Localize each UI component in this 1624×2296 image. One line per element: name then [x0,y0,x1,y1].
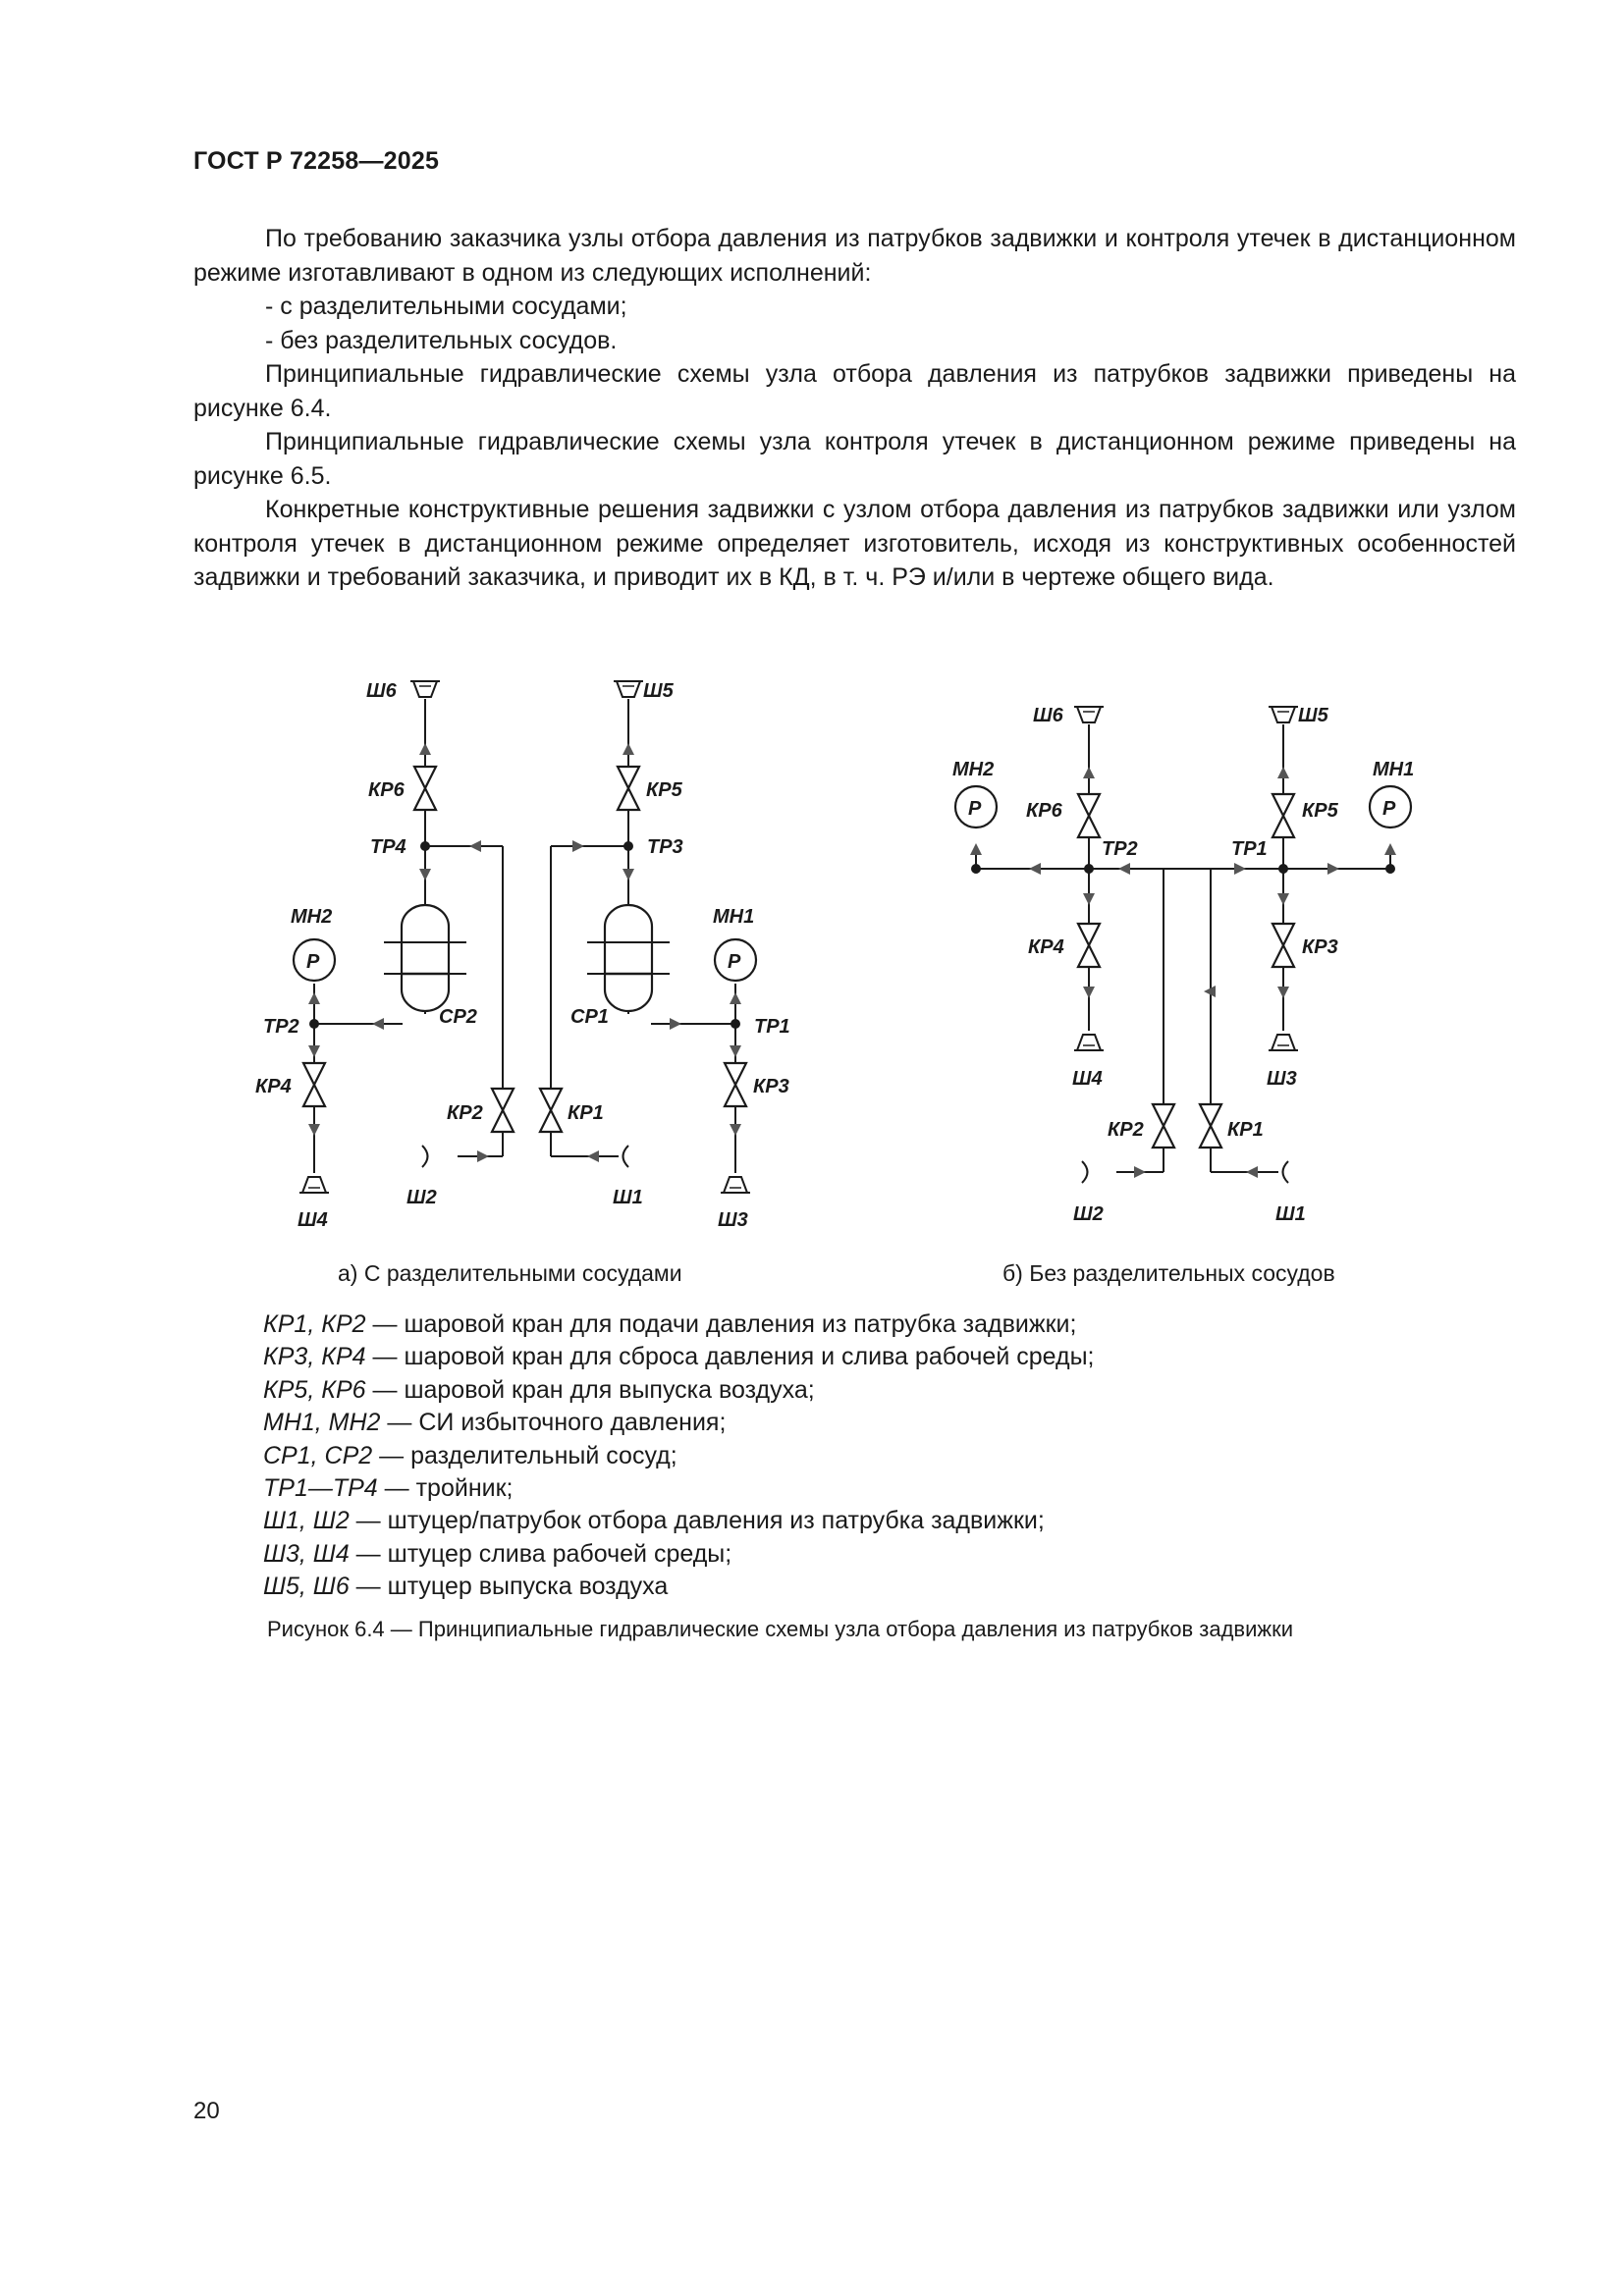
label-kr3-a: КР3 [753,1076,789,1097]
gauge-p-a2: P [306,951,320,973]
paragraph-1: По требованию заказчика узлы отбора давления из патрубков задвижки и контроля утечек в дистанционном режиме изготавливают в одном из следующих исполнений: [193,225,1516,287]
legend-item: КР1, КР2 — шаровой кран для подачи давления из патрубка задвижки; [263,1310,1077,1338]
label-kr5-b: КР5 [1302,800,1338,822]
legend-item: СР1, СР2 — разделительный сосуд; [263,1441,677,1469]
gauge-p-b1: P [1382,798,1396,820]
label-kr4-b: КР4 [1028,936,1064,958]
gauge-p-b2: P [968,798,982,820]
paragraph-2: Принципиальные гидравлические схемы узла отбора давления из патрубков задвижки приведены на рисунке 6.4. [193,360,1516,422]
figure-caption: Рисунок 6.4 — Принципиальные гидравлические схемы узла отбора давления из патрубков задвижки [267,1617,1294,1641]
diagram-b-labels [952,705,1414,1225]
legend-item: МН1, МН2 — СИ избыточного давления; [263,1409,727,1437]
label-kr6-a: КР6 [368,779,405,801]
label-kr2-a: КР2 [447,1102,483,1124]
label-sh3-a: Ш3 [718,1209,748,1231]
label-mn1-a: МН1 [713,906,755,928]
label-sh5-a: Ш5 [643,680,674,702]
label-tr1-b: ТР1 [1231,838,1268,860]
legend-item: КР5, КР6 — шаровой кран для выпуска воздуха; [263,1375,815,1404]
diagram-a [314,699,735,1173]
label-sh4-b: Ш4 [1072,1068,1103,1090]
label-kr1-b: КР1 [1227,1119,1264,1141]
label-kr5-a: КР5 [646,779,682,801]
diagram-a-symbols [294,681,756,1193]
label-kr6-b: КР6 [1026,800,1062,822]
label-kr1-a: КР1 [568,1102,604,1124]
label-sh1-b: Ш1 [1275,1203,1306,1225]
figure-legend [263,1308,1095,1604]
subcaption-a: а) С разделительными сосудами [338,1260,682,1286]
paragraph-3: Принципиальные гидравлические схемы узла контроля утечек в дистанционном режиме приведены на рисунке 6.5. [193,428,1516,490]
label-tr3-a: ТР3 [647,836,683,858]
label-mn2-a: МН2 [291,906,333,928]
label-sh1-a: Ш1 [613,1187,643,1208]
list-item-2: - без разделительных сосудов. [265,326,618,354]
legend-item: Ш5, Ш6 — штуцер выпуска воздуха [263,1573,669,1601]
label-tr4-a: ТР4 [370,836,406,858]
label-sh5-b: Ш5 [1298,705,1328,726]
label-sh6-b: Ш6 [1033,705,1063,726]
page-number: 20 [193,2098,220,2124]
label-tr2-b: ТР2 [1102,838,1138,860]
legend-item: Ш1, Ш2 — штуцер/патрубок отбора давления из патрубка задвижки; [263,1507,1045,1535]
gauge-p-a1: P [728,951,741,973]
label-sr2-a: СР2 [439,1006,477,1028]
diagram-b-symbols [955,707,1411,1183]
subcaption-b: б) Без разделительных сосудов [1002,1260,1335,1286]
label-sh6-a: Ш6 [366,680,397,702]
diagram-a-labels [255,680,790,1231]
label-mn1-b: МН1 [1373,759,1415,780]
label-kr4-a: КР4 [255,1076,292,1097]
paragraph-4: Конкретные конструктивные решения задвижки с узлом отбора давления из патрубков задвижки или узлом контроля утечек в дистанционном режиме определяет изготовитель, исходя из конструктивных особенностей задвижки и требований заказчика, и приводит их в КД, в т. ч. РЭ и/или в чертеже общего вида. [193,496,1516,591]
label-sh2-a: Ш2 [406,1187,437,1208]
label-mn2-b: МН2 [952,759,995,780]
label-sh3-b: Ш3 [1267,1068,1297,1090]
legend-item: Ш3, Ш4 — штуцер слива рабочей среды; [263,1539,732,1568]
label-sr1-a: СР1 [570,1006,609,1028]
label-kr2-b: КР2 [1108,1119,1144,1141]
label-tr2-a: ТР2 [263,1016,299,1038]
label-sh4-a: Ш4 [298,1209,328,1231]
label-kr3-b: КР3 [1302,936,1338,958]
legend-item: ТР1—ТР4 — тройник; [263,1474,514,1503]
document-header: ГОСТ Р 72258—2025 [193,147,440,175]
list-item-1: - с разделительными сосудами; [265,293,627,320]
label-tr1-a: ТР1 [754,1016,790,1038]
legend-item: КР3, КР4 — шаровой кран для сброса давления и слива рабочей среды; [263,1343,1095,1371]
label-sh2-b: Ш2 [1073,1203,1104,1225]
